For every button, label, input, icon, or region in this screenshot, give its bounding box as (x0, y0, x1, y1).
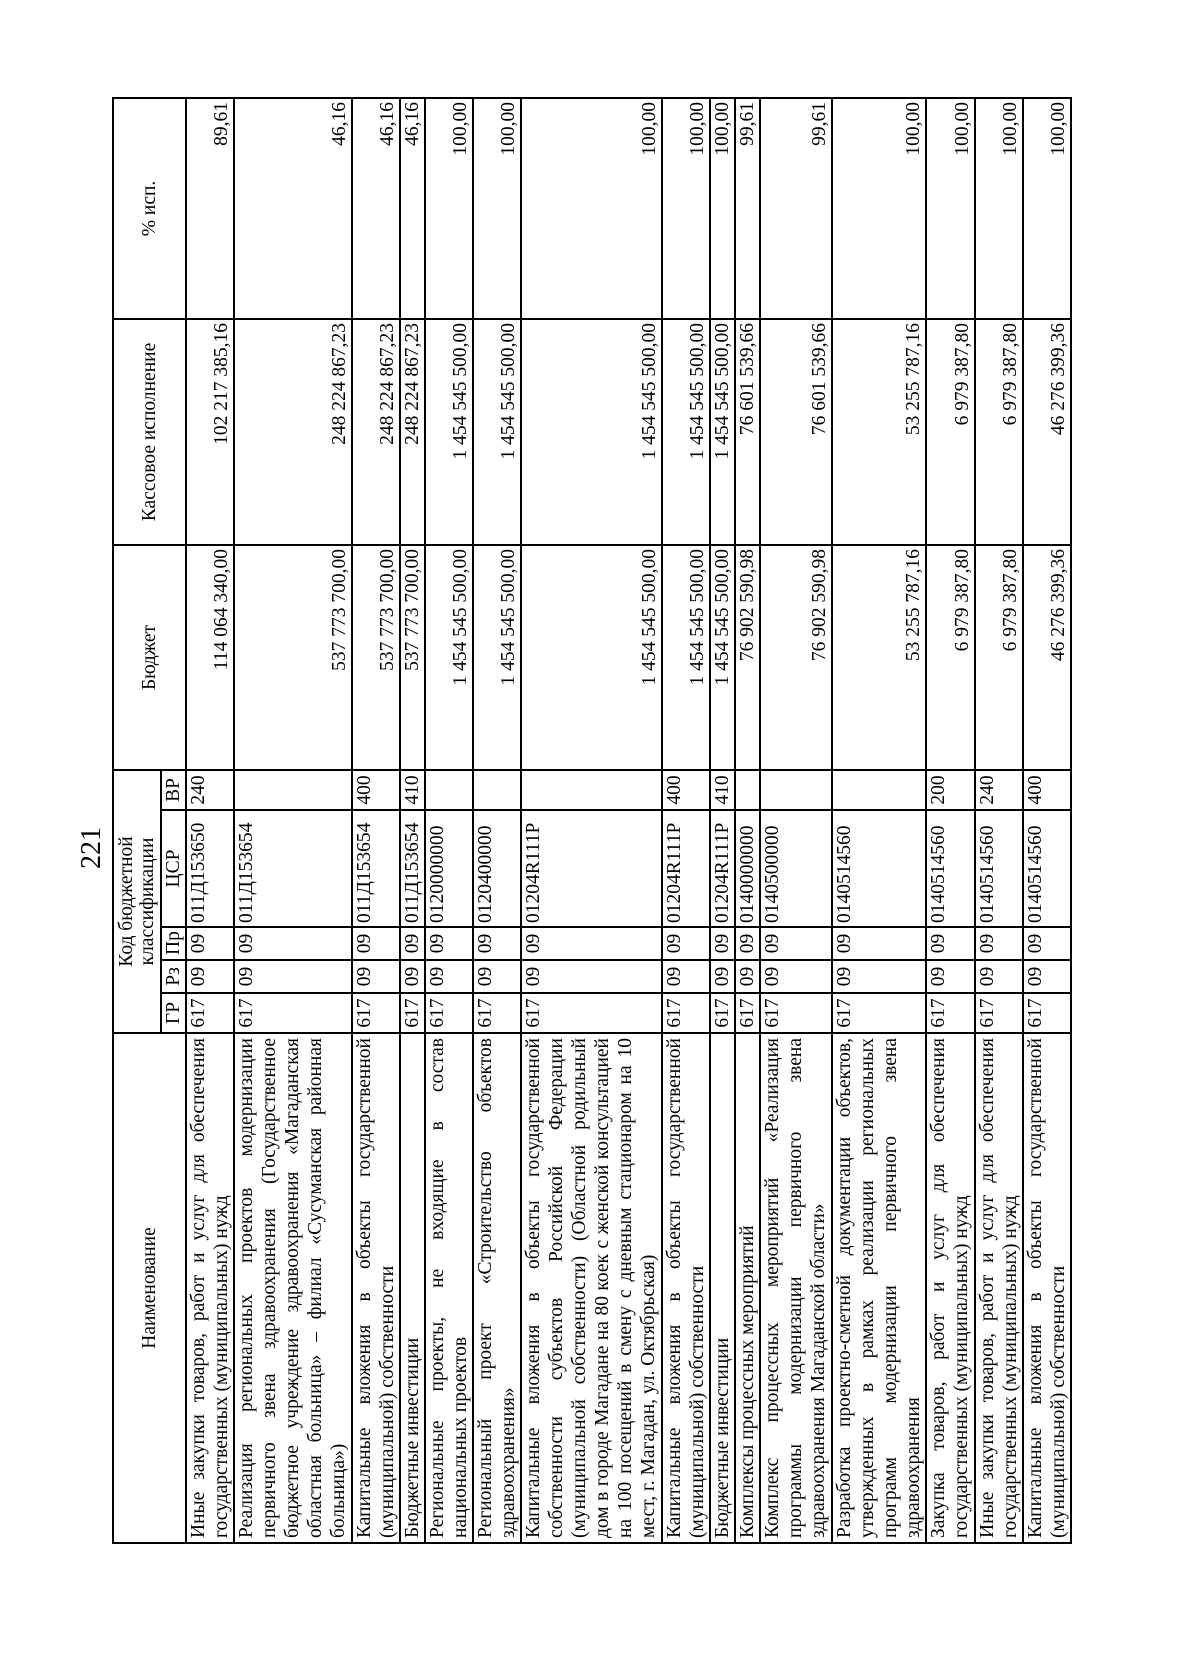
row-name: Бюджетные инвестиции (710, 1033, 735, 1543)
table-row (1023, 98, 1071, 1543)
row-name: Региональные проекты, не входящие в состав национальных проектов (425, 1033, 473, 1543)
row-percent: 100,00 (710, 98, 735, 319)
row-csr: 011Д153654 (352, 810, 400, 927)
row-cash: 1 454 545 500,00 (710, 319, 735, 545)
table-row (975, 98, 1023, 1543)
row-budget: 53 255 787,16 (832, 545, 926, 770)
page-number: 221 (76, 827, 107, 869)
row-cash: 1 454 545 500,00 (521, 319, 661, 545)
row-name: Капитальные вложения в объекты государственной собственности субъектов Российской Федерации (муниципальной собственности) (Областной родильный дом в городе Магадане на 80 коек с женской консультацией на 100 посещений в смену с дневным стационаром на 10 мест, г. Магадан, ул. Октябрьская) (521, 1033, 661, 1543)
row-name: Капитальные вложения в объекты государственной (муниципальной) собственности (662, 1033, 710, 1543)
row-budget: 6 979 387,80 (926, 545, 974, 770)
row-percent: 100,00 (926, 98, 974, 319)
row-budget: 76 902 590,98 (760, 545, 832, 770)
table-row (521, 98, 661, 1543)
row-gr: 617 (521, 993, 661, 1033)
row-budget: 1 454 545 500,00 (710, 545, 735, 770)
row-budget: 537 773 700,00 (234, 545, 351, 770)
header-cash: Кассовое исполнение (113, 319, 186, 545)
row-vr: 410 (400, 770, 425, 810)
row-csr: 0140500000 (760, 810, 832, 927)
row-percent: 100,00 (473, 98, 521, 319)
row-cash: 1 454 545 500,00 (662, 319, 710, 545)
row-csr: 011Д153654 (400, 810, 425, 927)
row-csr: 01204R111P (710, 810, 735, 927)
row-budget: 1 454 545 500,00 (425, 545, 473, 770)
row-csr: 01204R111P (521, 810, 661, 927)
table-row (186, 98, 234, 1543)
row-rz: 09 (425, 960, 473, 993)
row-cash: 102 217 385,16 (186, 319, 234, 545)
row-cash: 6 979 387,80 (926, 319, 974, 545)
row-vr (832, 770, 926, 810)
table-row (735, 98, 760, 1543)
row-pr: 09 (234, 927, 351, 960)
row-name: Иные закупки товаров, работ и услуг для обеспечения государственных (муниципальных) нужд (186, 1033, 234, 1543)
row-rz: 09 (735, 960, 760, 993)
row-name: Комплексы процессных мероприятий (735, 1033, 760, 1543)
rotated-page (112, 99, 1072, 1544)
row-name: Капитальные вложения в объекты государственной (муниципальной) собственности (352, 1033, 400, 1543)
table-row (662, 98, 710, 1543)
row-cash: 248 224 867,23 (400, 319, 425, 545)
row-budget: 537 773 700,00 (400, 545, 425, 770)
row-gr: 617 (186, 993, 234, 1033)
row-budget: 6 979 387,80 (975, 545, 1023, 770)
header-pr: Пр (161, 927, 186, 960)
row-budget: 46 276 399,36 (1023, 545, 1071, 770)
row-pr: 09 (662, 927, 710, 960)
row-name: Закупка товаров, работ и услуг для обеспечения государственных (муниципальных) нужд (926, 1033, 974, 1543)
row-name: Разработка проектно-сметной документации объектов, утвержденных в рамках реализации региональных программ модернизации первичного звена здравоохранения (832, 1033, 926, 1543)
table-body (186, 98, 1071, 1543)
row-name: Бюджетные инвестиции (400, 1033, 425, 1543)
row-gr: 617 (975, 993, 1023, 1033)
budget-table (112, 97, 1072, 1544)
row-cash: 53 255 787,16 (832, 319, 926, 545)
row-rz: 09 (760, 960, 832, 993)
row-csr: 0140514560 (832, 810, 926, 927)
row-gr: 617 (352, 993, 400, 1033)
row-budget: 537 773 700,00 (352, 545, 400, 770)
row-pr: 09 (832, 927, 926, 960)
row-rz: 09 (975, 960, 1023, 993)
row-vr (473, 770, 521, 810)
row-csr: 0140000000 (735, 810, 760, 927)
table-row (425, 98, 473, 1543)
row-name: Иные закупки товаров, работ и услуг для обеспечения государственных (муниципальных) нужд (975, 1033, 1023, 1543)
header-vr: ВР (161, 770, 186, 810)
header-csr: ЦСР (161, 810, 186, 927)
row-rz: 09 (186, 960, 234, 993)
row-cash: 46 276 399,36 (1023, 319, 1071, 545)
row-csr: 01204R111P (662, 810, 710, 927)
row-percent: 100,00 (521, 98, 661, 319)
header-gr: ГР (161, 993, 186, 1033)
row-cash: 76 601 539,66 (760, 319, 832, 545)
row-pr: 09 (710, 927, 735, 960)
row-name: Реализация региональных проектов модернизации первичного звена здравоохранения (Государственное бюджетное учреждение здравоохранения «Магаданская областная больница» – филиал «Сусуманская районная больница») (234, 1033, 351, 1543)
row-percent: 100,00 (425, 98, 473, 319)
header-rz: Рз (161, 960, 186, 993)
row-percent: 99,61 (760, 98, 832, 319)
row-pr: 09 (760, 927, 832, 960)
table-header (113, 98, 186, 1543)
row-gr: 617 (473, 993, 521, 1033)
row-percent: 100,00 (662, 98, 710, 319)
table-row (352, 98, 400, 1543)
row-vr (425, 770, 473, 810)
row-percent: 46,16 (352, 98, 400, 319)
row-rz: 09 (1023, 960, 1071, 993)
table-row (234, 98, 351, 1543)
header-code-group: Код бюджетной классификации (113, 770, 161, 1033)
row-rz: 09 (662, 960, 710, 993)
row-csr: 0140514560 (926, 810, 974, 927)
row-cash: 6 979 387,80 (975, 319, 1023, 545)
row-pr: 09 (352, 927, 400, 960)
row-gr: 617 (234, 993, 351, 1033)
table-row (832, 98, 926, 1543)
row-pr: 09 (735, 927, 760, 960)
row-cash: 76 601 539,66 (735, 319, 760, 545)
row-vr: 240 (975, 770, 1023, 810)
row-budget: 1 454 545 500,00 (662, 545, 710, 770)
row-name: Комплекс процессных мероприятий «Реализация программы модернизации первичного звена здравоохранения Магаданской области» (760, 1033, 832, 1543)
row-vr (735, 770, 760, 810)
row-rz: 09 (832, 960, 926, 993)
row-csr: 0120400000 (473, 810, 521, 927)
row-rz: 09 (521, 960, 661, 993)
table-row (926, 98, 974, 1543)
row-gr: 617 (832, 993, 926, 1033)
row-gr: 617 (400, 993, 425, 1033)
header-name: Наименование (113, 1033, 186, 1543)
table-row (710, 98, 735, 1543)
row-vr: 200 (926, 770, 974, 810)
row-pr: 09 (400, 927, 425, 960)
row-cash: 248 224 867,23 (234, 319, 351, 545)
row-name: Региональный проект «Строительство объектов здравоохранения» (473, 1033, 521, 1543)
row-cash: 1 454 545 500,00 (425, 319, 473, 545)
row-pr: 09 (473, 927, 521, 960)
row-rz: 09 (400, 960, 425, 993)
row-csr: 0140514560 (975, 810, 1023, 927)
row-name: Капитальные вложения в объекты государственной (муниципальной) собственности (1023, 1033, 1071, 1543)
row-vr: 400 (352, 770, 400, 810)
header-budget: Бюджет (113, 545, 186, 770)
row-gr: 617 (735, 993, 760, 1033)
row-pr: 09 (521, 927, 661, 960)
row-gr: 617 (662, 993, 710, 1033)
row-pr: 09 (186, 927, 234, 960)
header-percent: % исп. (113, 98, 186, 319)
row-pr: 09 (926, 927, 974, 960)
row-rz: 09 (234, 960, 351, 993)
table-row (473, 98, 521, 1543)
row-vr (521, 770, 661, 810)
row-percent: 89,61 (186, 98, 234, 319)
row-vr: 400 (1023, 770, 1071, 810)
row-vr (760, 770, 832, 810)
row-pr: 09 (425, 927, 473, 960)
row-cash: 1 454 545 500,00 (473, 319, 521, 545)
row-rz: 09 (926, 960, 974, 993)
row-percent: 100,00 (975, 98, 1023, 319)
row-gr: 617 (926, 993, 974, 1033)
row-percent: 100,00 (1023, 98, 1071, 319)
row-percent: 100,00 (832, 98, 926, 319)
row-csr: 011Д153654 (234, 810, 351, 927)
row-pr: 09 (1023, 927, 1071, 960)
row-csr: 011Д153650 (186, 810, 234, 927)
row-percent: 46,16 (400, 98, 425, 319)
row-cash: 248 224 867,23 (352, 319, 400, 545)
row-vr: 400 (662, 770, 710, 810)
row-budget: 114 064 340,00 (186, 545, 234, 770)
row-gr: 617 (1023, 993, 1071, 1033)
row-budget: 76 902 590,98 (735, 545, 760, 770)
row-vr: 240 (186, 770, 234, 810)
table-row (400, 98, 425, 1543)
row-csr: 0140514560 (1023, 810, 1071, 927)
row-gr: 617 (710, 993, 735, 1033)
row-gr: 617 (425, 993, 473, 1033)
row-rz: 09 (710, 960, 735, 993)
table-row (760, 98, 832, 1543)
row-rz: 09 (352, 960, 400, 993)
row-percent: 46,16 (234, 98, 351, 319)
row-csr: 0120000000 (425, 810, 473, 927)
row-vr (234, 770, 351, 810)
row-gr: 617 (760, 993, 832, 1033)
row-pr: 09 (975, 927, 1023, 960)
row-budget: 1 454 545 500,00 (521, 545, 661, 770)
row-percent: 99,61 (735, 98, 760, 319)
row-rz: 09 (473, 960, 521, 993)
row-budget: 1 454 545 500,00 (473, 545, 521, 770)
row-vr: 410 (710, 770, 735, 810)
